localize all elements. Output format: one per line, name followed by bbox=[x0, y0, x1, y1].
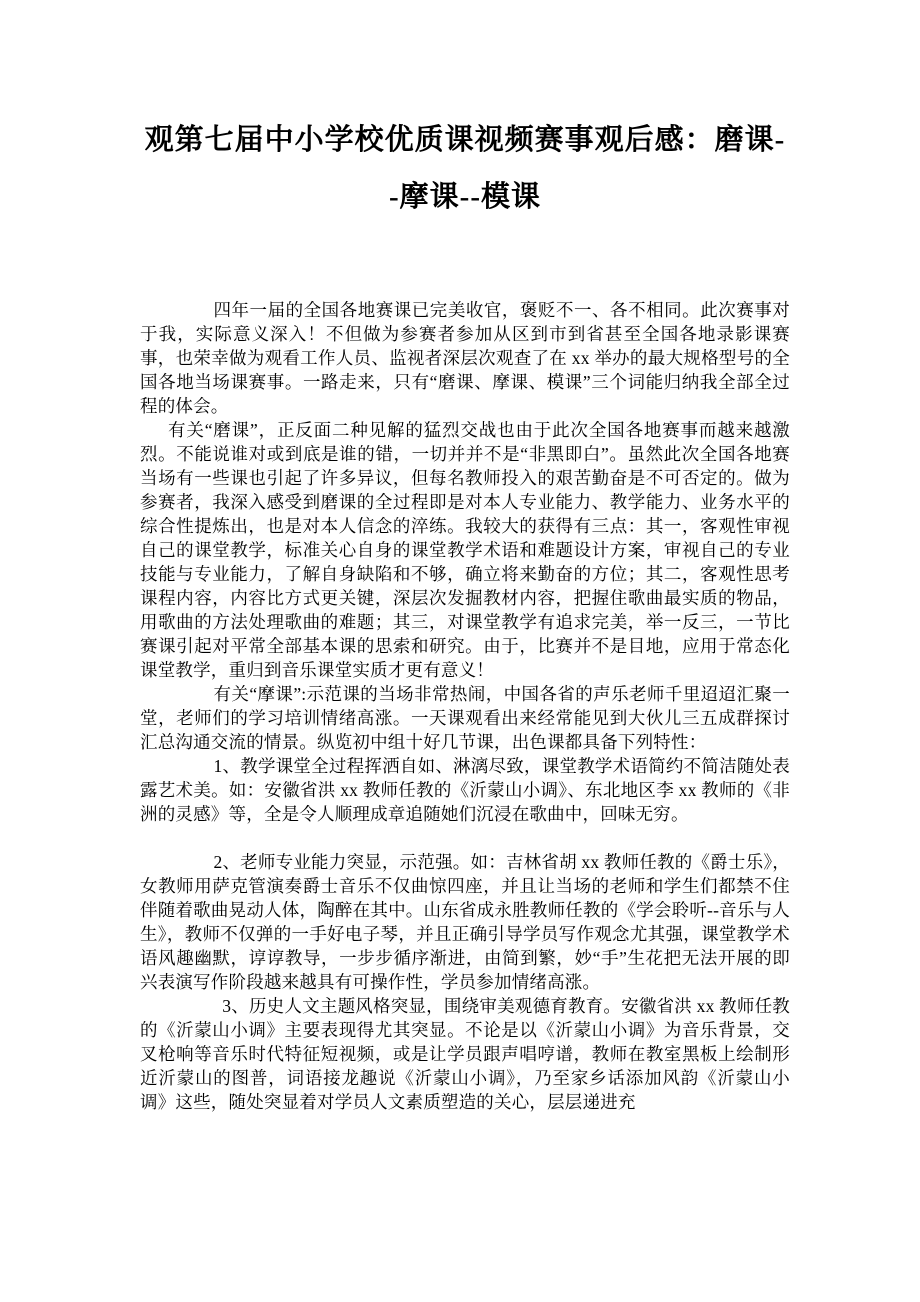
paragraph-moke-observing: 有关“摩课”:示范课的当场非常热闹，中国各省的声乐老师千里迢迢汇聚一堂，老师们的学习培训情绪高涨。一天课观看出来经常能见到大伙儿三五成群探讨汇总沟通交流的情景。纵览初中组十好几节课，出色课都具备下列特性： bbox=[140, 684, 790, 752]
paragraph-point-2: 2、老师专业能力突显，示范强。如：吉林省胡 xx 教师任教的《爵士乐》，女教师用萨克管演奏爵士音乐不仅曲惊四座，并且让当场的老师和学生们都禁不住伴随着歌曲晃动人体，陶醉在其中。山东省成永胜教师任教的《学会聆听--音乐与人生》，教师不仅弹的一手好电子琴，并且正确引导学员写作观念尤其强，课堂教学术语风趣幽默，谆谆教导，一步步循序渐进，由简到繁，妙“手”生花把无法开展的即兴表演写作阶段越来越具有可操作性，学员参加情绪高涨。 bbox=[140, 852, 790, 992]
document-body bbox=[140, 298, 790, 1114]
paragraph-moke-grinding: 有关“磨课”，正反面二种见解的猛烈交战也由于此次全国各地赛事而越来越激烈。不能说谁对或到底是谁的错，一切并并不是“非黑即白”。虽然此次全国各地赛当场有一些课也引起了许多异议，但每名教师投入的艰苦勤奋是不可否定的。做为参赛者，我深入感受到磨课的全过程即是对本人专业能力、教学能力、业务水平的综合性提炼出，也是对本人信念的淬练。我较大的获得有三点：其一，客观性审视自己的课堂教学，标准关心自身的课堂教学术语和难题设计方案，审视自己的专业技能与专业能力，了解自身缺陷和不够，确立将来勤奋的方位；其二，客观性思考课程内容，内容比方式更关键，深层次发掘教材内容，把握住歌曲最实质的物品，用歌曲的方法处理歌曲的难题；其三，对课堂教学有追求完美，举一反三，一节比赛课引起对平常全部基本课的思索和研究。由于，比赛并不是目地，应用于常态化课堂教学，重归到音乐课堂实质才更有意义！ bbox=[140, 420, 790, 680]
paragraph-point-3: 3、历史人文主题风格突显，围绕审美观德育教育。安徽省洪 xx 教师任教的《沂蒙山小调》主要表现得尤其突显。不论是以《沂蒙山小调》为音乐背景，交叉枪响等音乐时代特征短视频，或是让学员跟声唱哼谱，教师在教室黑板上绘制形近沂蒙山的图普，词语接龙趣说《沂蒙山小调》，乃至家乡话添加风韵《沂蒙山小调》这些，随处突显着对学员人文素质塑造的关心，层层递进充 bbox=[140, 996, 790, 1112]
paragraph-intro: 四年一届的全国各地赛课已完美收官，褒贬不一、各不相同。此次赛事对于我，实际意义深入！不但做为参赛者参加从区到市到省甚至全国各地录影课赛事，也荣幸做为观看工作人员、监视者深层次观查了在 xx 举办的最大规格型号的全国各地当场课赛事。一路走来，只有“磨课、摩课、模课”三个词能归纳我全部全过程的体会。 bbox=[140, 300, 790, 416]
paragraph-point-1: 1、教学课堂全过程挥洒自如、淋漓尽致，课堂教学术语简约不简洁随处表露艺术美。如：安徽省洪 xx 教师任教的《沂蒙山小调》、东北地区李 xx 教师的《非洲的灵感》等，全是令人顺理成章追随她们沉浸在歌曲中，回味无穷。 bbox=[140, 756, 790, 824]
document-title: 观第七届中小学校优质课视频赛事观后感：磨课--摩课--模课 bbox=[144, 124, 786, 213]
